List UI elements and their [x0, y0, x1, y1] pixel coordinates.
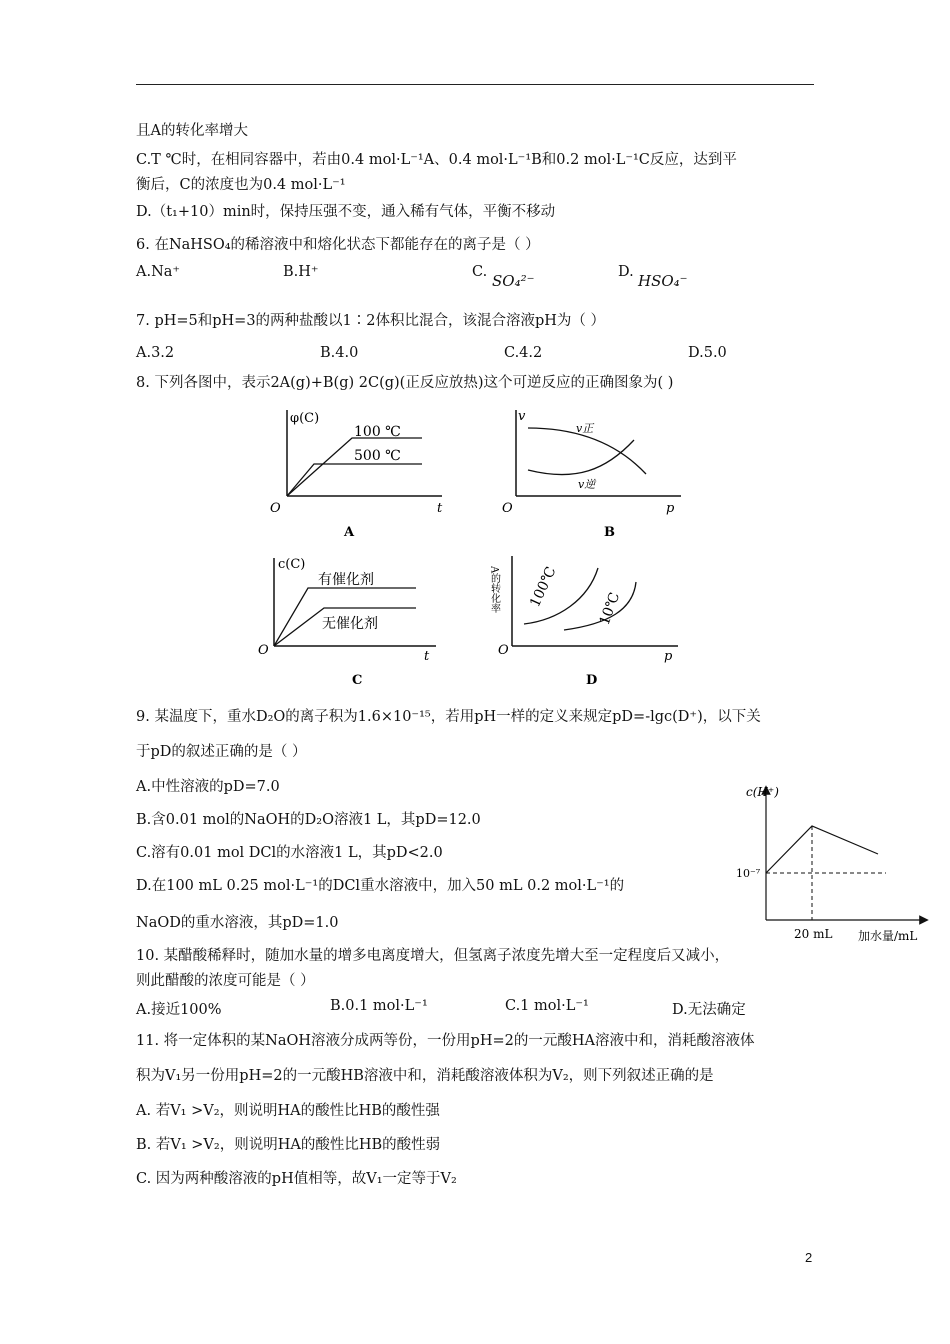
q7-option-b: B.4.0	[320, 345, 359, 361]
q5-option-c-line1: C.T ℃时，在相同容器中，若由0.4 mol·L⁻¹A、0.4 mol·L⁻¹B和0.2 mol·L⁻¹C反应，达到平	[136, 152, 737, 168]
q9-option-b: B.含0.01 mol的NaOH的D₂O溶液1 L，其pD=12.0	[136, 812, 481, 828]
q6-option-a: A.Na⁺	[136, 264, 181, 280]
header-rule	[136, 84, 814, 85]
graph-b	[496, 402, 696, 542]
q7-stem: 7. pH=5和pH=3的两种盐酸以1∶2体积比混合，该混合溶液pH为（ ）	[136, 313, 606, 329]
graph-h-curve	[766, 826, 878, 873]
graph-d-xlabel: p	[664, 649, 673, 664]
q5-b-tail: 且A的转化率增大	[136, 123, 248, 139]
q10-option-b: B.0.1 mol·L⁻¹	[330, 998, 428, 1014]
q5-option-d: D.（t₁+10）min时，保持压强不变，通入稀有气体，平衡不移动	[136, 204, 556, 220]
graph-h-xlabel: 加水量/mL	[858, 929, 918, 943]
q9-option-d-line2: NaOD的重水溶液，其pD=1.0	[136, 915, 339, 931]
q9-stem-line1: 9. 某温度下，重水D₂O的离子积为1.6×10⁻¹⁵，若用pH一样的定义来规定pD=-lgc(D⁺)，以下关	[136, 709, 761, 725]
graph-a-label: A	[344, 525, 355, 540]
graph-c-origin: O	[258, 643, 269, 658]
q9-option-c: C.溶有0.01 mol DCl的水溶液1 L，其pD<2.0	[136, 845, 443, 861]
graph-d-origin: O	[498, 643, 509, 658]
graph-h-concentration	[728, 780, 933, 945]
graph-d-curve1-label: 100℃	[527, 564, 560, 610]
q10-option-c: C.1 mol·L⁻¹	[505, 998, 589, 1014]
graph-b-origin: O	[502, 501, 513, 516]
graph-a-curve1-label: 100 ℃	[354, 424, 401, 440]
graph-d-label: D	[586, 673, 598, 688]
q9-stem-line2: 于pD的叙述正确的是（ ）	[136, 744, 307, 760]
graph-c-ylabel: c(C)	[278, 557, 306, 572]
q7-option-d: D.5.0	[688, 345, 727, 361]
q9-option-a: A.中性溶液的pD=7.0	[136, 779, 280, 795]
q7-option-c: C.4.2	[504, 345, 543, 361]
graph-a-ylabel: φ(C)	[290, 411, 320, 426]
q5-option-c-line2: 衡后，C的浓度也为0.4 mol·L⁻¹	[136, 177, 346, 193]
graph-h-x-tick: 20 mL	[794, 927, 833, 941]
q11-option-b: B. 若V₁ >V₂，则说明HA的酸性比HB的酸性弱	[136, 1137, 441, 1153]
graph-c-curve1-label: 有催化剂	[318, 572, 374, 588]
graph-a-curve-500	[287, 464, 422, 496]
q9-option-d-line1: D.在100 mL 0.25 mol·L⁻¹的DCl重水溶液中，加入50 mL 0.2 mol·L⁻¹的	[136, 878, 625, 894]
graph-a-xlabel: t	[437, 501, 443, 516]
q11-option-a: A. 若V₁ >V₂，则说明HA的酸性比HB的酸性强	[136, 1103, 440, 1119]
q6-option-c-label: C.	[472, 264, 488, 280]
q6-stem: 6. 在NaHSO₄的稀溶液中和熔化状态下都能存在的离子是（ ）	[136, 237, 540, 253]
graph-h-y-tick: 10⁻⁷	[736, 867, 761, 880]
graph-a-curve2-label: 500 ℃	[354, 448, 401, 464]
graph-c-xlabel: t	[424, 649, 430, 664]
q6-option-d-ion: HSO₄⁻	[638, 272, 688, 290]
graph-a-origin: O	[270, 501, 281, 516]
q6-option-d-label: D.	[618, 264, 634, 280]
graph-a	[262, 402, 452, 542]
q11-option-c: C. 因为两种酸溶液的pH值相等，故V₁一定等于V₂	[136, 1171, 457, 1187]
graph-b-curve1-label: v正	[576, 422, 594, 435]
q10-stem-line1: 10. 某醋酸稀释时，随加水量的增多电离度增大，但氢离子浓度先增大至一定程度后又减小，	[136, 948, 730, 964]
q11-stem-line1: 11. 将一定体积的某NaOH溶液分成两等份，一份用pH=2的一元酸HA溶液中和，消耗酸溶液体	[136, 1033, 755, 1049]
page-number: 2	[805, 1250, 813, 1265]
graph-c-curve2-label: 无催化剂	[322, 616, 378, 632]
graph-b-label: B	[604, 525, 615, 540]
graph-a-curve-100	[287, 438, 422, 496]
graph-d-curve2-label: 10℃	[596, 590, 624, 628]
graph-b-curve-reverse	[528, 440, 634, 475]
q6-option-c-ion: SO₄²⁻	[492, 272, 535, 290]
q7-option-a: A.3.2	[136, 345, 175, 361]
q10-option-d: D.无法确定	[672, 1002, 746, 1018]
graph-d-ylabel: A的转化率	[488, 566, 500, 614]
graph-b-xlabel: p	[666, 501, 675, 516]
graph-h-ylabel: c(H⁺)	[746, 785, 779, 799]
q10-stem-line2: 则此醋酸的浓度可能是（ ）	[136, 973, 315, 989]
graph-d	[478, 550, 688, 690]
q11-stem-line2: 积为V₁另一份用pH=2的一元酸HB溶液中和，消耗酸溶液体积为V₂，则下列叙述正确的是	[136, 1068, 714, 1084]
q8-stem: 8. 下列各图中，表示2A(g)+B(g) 2C(g)(正反应放热)这个可逆反应的正确图象为( )	[136, 375, 674, 391]
graph-c	[256, 550, 456, 690]
graph-c-label: C	[352, 673, 363, 688]
graph-b-curve2-label: v逆	[578, 478, 596, 491]
q6-option-b: B.H⁺	[283, 264, 319, 280]
graph-b-ylabel: v	[518, 409, 526, 424]
q10-option-a: A.接近100%	[136, 1002, 222, 1018]
